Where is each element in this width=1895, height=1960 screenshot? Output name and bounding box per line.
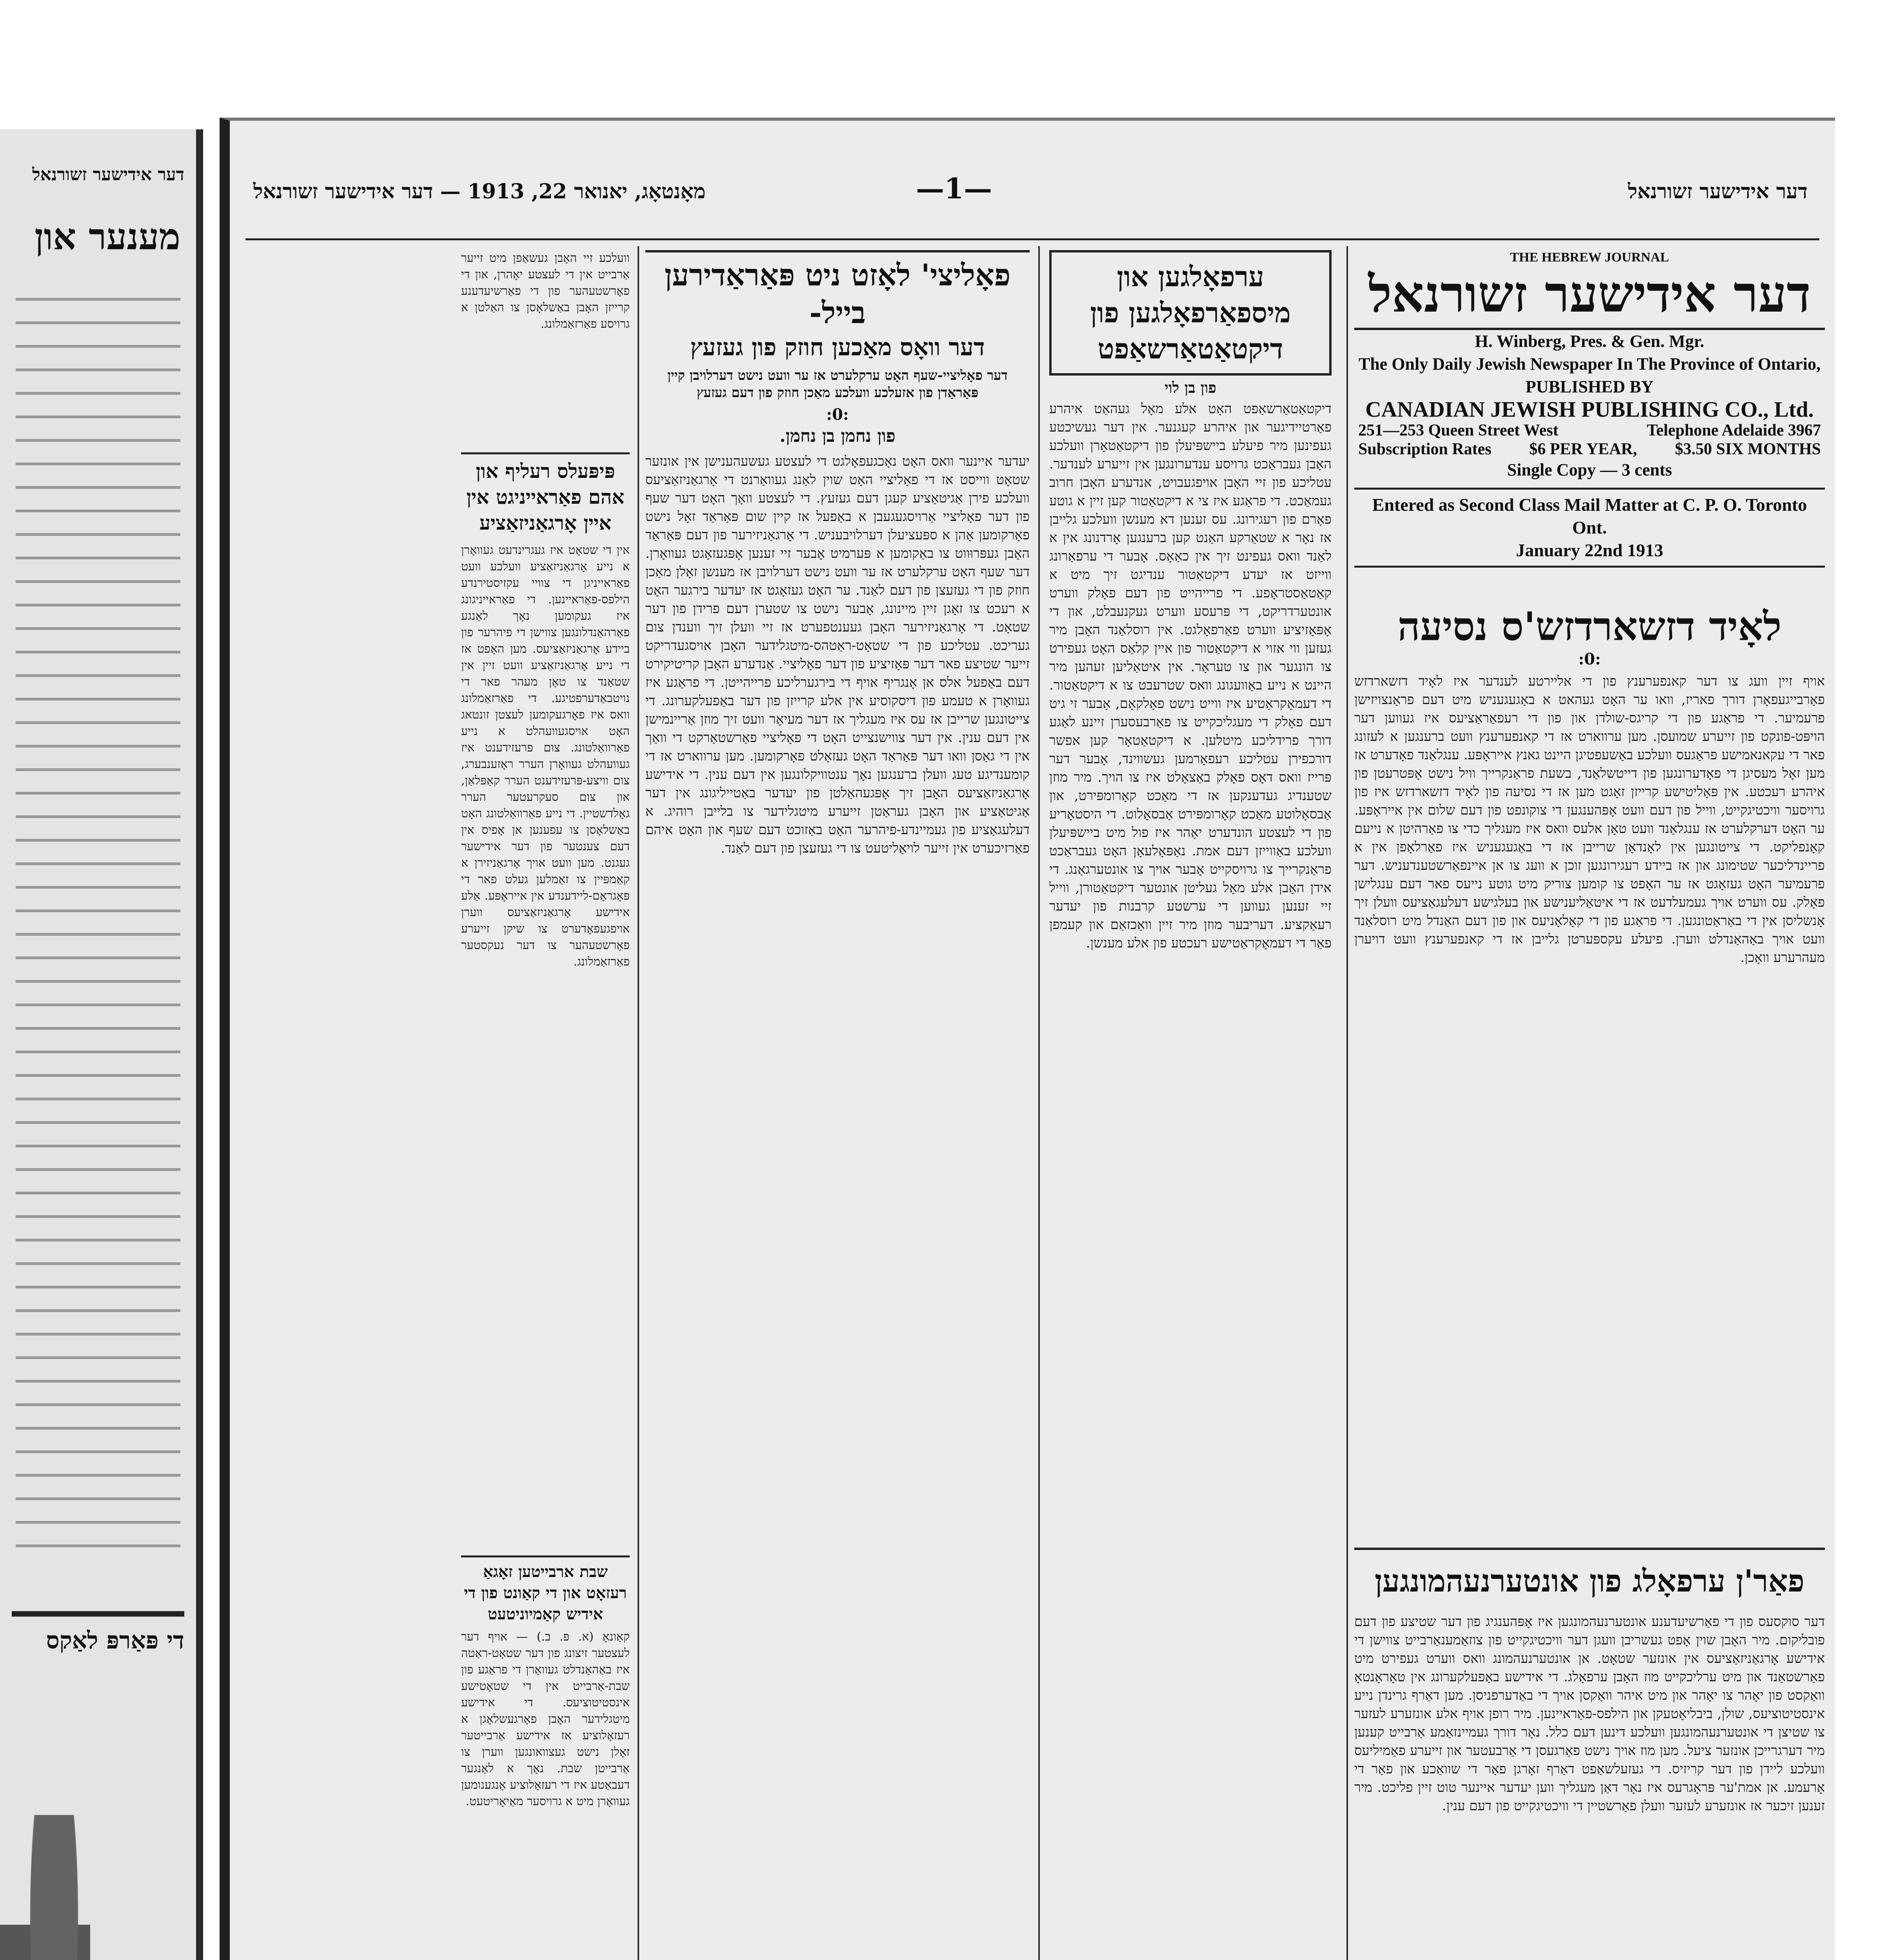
article-dictatorship — [1049, 250, 1332, 1960]
article-enterprises — [1354, 1548, 1825, 1960]
article-headline: פּיפּעלס רעליף און אהם פאַראייניגט אין איין אָרגאַניזאַציע — [461, 452, 630, 536]
column-rule — [1346, 246, 1348, 1960]
president-line: H. Winberg, Pres. & Gen. Mgr. — [1475, 332, 1704, 351]
adjacent-page-header: דער אידישער זשורנאל — [32, 165, 184, 185]
rates-year: $6 PER YEAR, — [1529, 440, 1637, 458]
adjacent-page-fragment — [0, 129, 203, 1960]
rates-six-months: $3.50 SIX MONTHS — [1675, 440, 1821, 458]
article-lloyd-george — [1354, 603, 1825, 1582]
folio-date-line: מאָנטאָג, יאנואר 22, 1913 — דער אידישער זשורנאל — [253, 180, 706, 203]
ornament-divider: :0: — [826, 405, 849, 424]
article-headline: ערפאָלגען און מיספאַרפאָלגען פון דיקטאַטאַרשאַפט — [1049, 250, 1332, 376]
article-continuation: וועלכע זיי האָבן געשאַפן מיט זייער אַרבייט אין די לעצטע יאָהרן, און די פאָרשטעהער פון די פאַרשיעדענע קרייזן האָבן באַשלאָסן צו האַלטן א גרויסע פאַרזאַמלונג. — [461, 251, 630, 331]
folio-paper-name: דער אידישער זשורנאל — [1628, 180, 1808, 203]
article-body: אין די שטאָט איז געגרינדעט געוואָרן א נייע אָרגאַניזאַציע וועלכע וועט פאַראייניגן די צוויי עקזיסטירנדע הילפס-פאַראיינען. די פאַראייניגונג איז געקומען נאָך לאַנגע פאַרהאַנדלונגען צווישן די פיהרער פון ביידע אָרגאַניזאַציעס. מען האָפט אז די נייע אָרגאַניזאַציע וועט זיין אין שטאַנד צו טאָן מעהר פאר די נויטבאַדערפטיגע. די פאַרזאַמלונג וואס איז פאָרגעקומען לעצטן זונטאג האָט אויסגעוועהלט א נייע פאַרוואַלטונג. צום פּרעזידענט איז געוועהלט געוואָרן הערר ראָזענבערג, צום וויצע-פּרעזידענט הערר קאַפּלאַן, און צום סעקרעטער הערר גאָלדשטיין. די נייע פאַרוואַלטונג האָט באַשלאָסן צו עפענען אן אָפיס אין דעם צענטער פון דער אידישער געגנט. מען וועט אויך אָרגאַניזירן א קאַמפּיין צו זאַמלען געלט פאר די פּאָגראָם-ליידענדע אין אייראָפּע. אַלע אידישע אָרגאַניזאַציעס ווערן אויפגעפאָדערט צו שיקן זייערע פאָרשטעהער צו דער נעקסטער פאַרזאַמלונג. — [461, 543, 630, 969]
published-by: PUBLISHED BY — [1525, 377, 1654, 396]
mail-entry-notice — [1354, 488, 1825, 568]
subscription-rates — [1354, 440, 1825, 459]
single-copy-price: Single Copy — 3 cents — [1507, 460, 1672, 479]
column-rule — [638, 246, 639, 1960]
street-address: 251—253 Queen Street West — [1358, 421, 1559, 439]
column-rule — [1038, 246, 1040, 1960]
masthead-english-name: THE HEBREW JOURNAL — [1510, 250, 1669, 265]
article-byline: פון נחמן בן נחמן. — [779, 426, 896, 446]
article-headline: לאָיד דזשארדזש'ס נסיעה — [1397, 603, 1782, 650]
article-body: קאַונאָ (א. פּ. ב.) — אויף דער לעצטער זיצונג פון דער שטאָט-ראַטה איז באַהאַנדלט געוואָרן די פראַגע פון שבת-אַרבייט אין די שטאָטישע אינסטיטוציעס. די אידישע מיטגלידער האָבן פאָרגעשלאָגן א רעזאָלוציע אז אידישע אַרבייטער זאָלן נישט געצוואונגען ווערן צו אַרבייטן שבת. נאָך א לאַנגער דעבאַטע איז די רעזאָלוציע אָנגענומען געוואָרן מיט א גרויסער מאַיאָריטעט. — [461, 1630, 630, 1808]
article-headline-second-line: דער וואָס מאַכען חוזק פון געזעץ — [690, 334, 985, 361]
article-subheadline: דער פאָליציי-שעף האָט ערקלערט אז ער וועט נישט דערלויבן קיין פּאַראַדן פון אזעלכע וועלכע מאַכן חוזק פון דעם געזעץ — [667, 368, 1008, 401]
page-number: —1— — [916, 172, 992, 205]
article-police — [645, 250, 1030, 1960]
masthead — [1354, 250, 1825, 568]
telephone: Telephone Adelaide 3967 — [1646, 421, 1821, 439]
publisher-info — [1354, 330, 1825, 421]
address-line — [1354, 421, 1825, 440]
company-name: CANADIAN JEWISH PUBLISHING CO., Ltd. — [1365, 397, 1814, 422]
article-body: דיקטאַטאַרשאַפט האָט אלע מאָל געהאַט איהרע פאַרטיידיגער און איהרע קעגנער. אין דער געשיכטע געפינען מיר פיעלע ביישפּיעלן פון דיקטאַטאָרן וועלכע האָבן געבראַכט גרויסע ענדערונגען אין זייערע לענדער. עטליכע פון זיי האָבן אויפגעבויט, אנדערע האָבן חרוב געמאַכט. די פראַגע איז צי א דיקטאַטור קען זיין א גוטע פאָרם פון רעגירונג. עס זענען דא מענשן וועלכע גלייבן אז נאָר א שטאַרקע האַנט קען ברענגען אָרדנונג אין א לאַנד וואס געפינט זיך אין כאַאָס. אָבער די ערפאַרונג ווייזט אז יעדע דיקטאַטור ענדיגט זיך מיט א קאַטאַסטראָפע. די פרייהייט פון דעם פאָלק ווערט אונטערדריקט, די פּרעסע ווערט געקנעבלט, און די אָפּאָזיציע ווערט פאַרפאָלגט. אין רוסלאַנד האָבן מיר געזען ווי אזוי א דיקטאַטור פון איין קלאַס האָט געפירט צו הונגער און צו טעראָר. אין איטאַליען זעהען מיר היינט א נייע באַוועגונג וואס שטרעבט צו א דיקטאַטור. די דעמאָקראַטיע איז ווייט נישט פאָלקאָם, אָבער זי גיט דעם פאָלק די מעגליכקייט צו פאַרבעסערן זיינע לאַגע דורך פרידליכע מיטלען. א דיקטאַטאָר קען אפשר דורכפירן עטליכע רעפאָרמען געשווינד, אָבער דער פּרייז וואס דאָס פאָלק באַצאָלט איז צו הויך. מיר מוזן שטענדיג געדענקען אז די מאַכט קאָרומפּירט, און אַבסאָלוטע מאַכט קאָרומפּירט אַבסאָלוט. די היסטאָריע פון די לעצטע הונדערט יאָהר איז פול מיט ביישפּיעלן וועלכע באַווייזן דעם אמת. נאַפּאָלעאָן האָט געבראַכט פראַנקרייך צו גרויסקייט אָבער אויך צו אונטערגאַנג. די אידן האָבן אלע מאָל געליטן אונטער דיקטאַטורן, ווייל זיי זענען געווען די ערשטע קרבנות פון יעדער רעאַקציע. דעריבער מוזן מיר זיין וואַכזאַם און קעמפן פאַר די דעמאָקראַטישע רעכטע פון אלע מענשן. — [1049, 401, 1332, 951]
nameplate: דער אידישער זשורנאל — [1354, 265, 1825, 330]
folio-rule — [245, 238, 1819, 240]
article-peoples-relief — [461, 250, 630, 1514]
rates-label: Subscription Rates — [1358, 440, 1492, 458]
ornament-divider: :0: — [1578, 650, 1601, 668]
adjacent-page-headline: מענער און — [35, 216, 180, 258]
adjacent-page-ad-text: די פּאַרפּ לאַקס — [46, 1627, 184, 1654]
article-byline: פון בן לוי — [1165, 379, 1216, 396]
article-body: דער סוקסעס פון די פאַרשיעדענע אונטערנעהמונגען איז אָפּהענגיג פון דער שטיצע פון דעם פובליקום. מיר האָבן שוין אָפט געשריבן וועגן דער וויכטיגקייט פון צוזאַמענאַרבייט צווישן די אידישע אָרגאַניזאַציעס אין אונזער שטאָט. אן אונטערנעהמונג וואס ווערט געפירט מיט פאַרשטאַנד און מיט ערליכקייט מוז האָבן ערפאָלג. די אידישע באַפעלקערונג אין טאָראָנטאָ וואַקסט פון יאָהר צו יאָהר און מיט איהר וואַקסן אויך די באַדערפניסן. מען דאַרף גרינדן נייע אינסטיטוציעס, שולן, ביבליאָטעקן און הילפס-פאַראיינען. מיר רופן אויף אלע אונזערע לעזער צו שטיצן די אונטערנעהמונגען וועלכע דינען דעם כלל. נאָר דורך געמיינזאַמע אַרבייט קענען מיר דערגרייכן אונזער ציעל. מען מוז אויך נישט פאַרגעסן די אַרבעטער און זייערע פאַמיליעס וועלכע ליידן פון דער קריזיס. די געזעלשאַפט דאַרף זאָרגן פאַר די שוואַכע און פאַר די אָרעמע. אן אמת'ער פּראָגרעס איז נאָר דאַן מעגליך ווען יעדער איינער טוט זיין פליכט. מיר זענען זיכער אז אונזערע לעזער וועלן פאַרשטיין די וויכטיגקייט פון דעם ענין. — [1354, 1614, 1825, 1814]
entered-line: Entered as Second Class Mail Matter at C. P. O. Toronto Ont. — [1372, 495, 1807, 537]
article-headline: שבת ארבייטען זאָגאַ רעזאָט און די קאַונט פון די אידיש קאַמיוניטעט — [461, 1555, 630, 1625]
article-body: יעדער איינער וואס האָט נאָכגעפאָלגט די לעצטע געשעהענישן אין אונזער שטאָט ווייסט אז די פאָליציי האָט שוין לאַנג געוואַרנט די אָרגאַניזאַציעס וועלכע פירן אַגיטאַציע קעגן דעם געזעץ. די לעצטע וואָך האָט דער שעף פון דער פאָליציי אַרויסגעגעבן א באַפעל אז קיין שום פּאַראַד זאָל נישט פאָרקומען אָהן א ספּעציעלן דערלויבעניש. די אָרגאַניזירער פון דעם פּאַראַד האָבן געפּרוּווט צו באַקומען א פּערמיט אָבער זיי זענען אָפּגעזאָגט געוואָרן. דער שעף האָט ערקלערט אז ער וועט נישט דערלויבן אז מענשן זאָלן מאַכן חוזק פון די געזעצן פון דעם לאַנד. ער האָט געזאָגט אז יעדער בירגער האָט א רעכט צו זאָגן זיין מיינונג, אָבער נישט צו שטערן דעם פרידן פון דער שטאָט. די אָרגאַניזירער האָבן געענטפערט אז זיי וועלן זיך ווענדן צום געריכט. עטליכע פון די שטאָט-ראַטהס-מיטגלידער האָבן אויסגעדריקט זייער שטיצע פאר דער פּאָזיציע פון דער פאָליציי. אַנדערע האָבן קריטיקירט דעם באַפעל אלס אן אָנגריף אויף די בירגערליכע פרייהייטן. די פראַגע איז געוואָרן א טעמע פון דיסקוסיע אין אלע קרייזן פון דער באַפעלקערונג. די צייטונגען שרייבן אז עס איז מעגליך אז דער מעיאָר וועט זיך מוזן אַריינמישן אין דעם ענין. אין דער צווישנצייט האָט די פאָליציי פאַרשטאַרקט די וואַך אין די גאַסן וואו דער פּאַראַד האָט געזאָלט פאָרקומען. מען ערווארט אז די קומענדיגע טעג וועלן ברענגען נאָך ענטוויקלונגען אין דעם ענין. די אידישע אָרגאַניזאַציעס האָבן זיך אָפּגעהאַלטן פון יעדער באַטייליגונג אין דער אַגיטאַציע און האָבן געראַטן זייערע מיטגלידער צו בלייבן רוהיג. א דעלעגאַציע פון געמיינדע-פיהרער האָט באַזוכט דעם שעף און האָט איהם פאַרזיכערט אין זייער לויאַליטעט צו די געזעצן פון דעם לאַנד. — [645, 454, 1030, 856]
article-headline: פאָליצי' לאָזט ניט פּאַראַדירען בייל- — [645, 250, 1030, 332]
article-sabbath-labor — [461, 1555, 630, 1960]
adjacent-page-text-block — [16, 298, 180, 1552]
article-body: אויף זיין וועג צו דער קאנפערענץ פון די אליירטע לענדער איז לאָיד דזשארדזש פאַרבייגעפאָרן דורך פאריז, וואו ער האָט געהאט א באַגעגעניש מיט דעם פראַנצויזישן פרעמיער. די פראַגע פון די קריגס-שולדן און פון די רעפאַראַציעס איז געווען דער הויפּט-פונקט פון זייערע שמועסן. מען ערווארט אז די קאנפערענץ וועט ברענגען א לעזונג פאר די עקאנאמישע פראַגעס וועלכע באַשעפטיגן היינט גאנץ אייראָפּע. ענגלאַנד פאָדערט אז מען זאָל מעסיגן די פאָדערונגען פון דייטשלאַנד, בשעת פראַנקרייך וויל נישט אָפּטרעטן פון איהרע רעכטע. אין פּאָליטישע קרייזן זאָגט מען אז די נסיעה פון לאָיד דזשארדזש איז פון גרויסער וויכטיגקייט, ווייל פון דעם וועט אָפּהענגען די צוקונפט פון דעם שלום אין אייראָפּע. ער האָט דערקלערט אז ענגלאַנד וועט טאָן אלעס וואס איז מעגליך כדי צו פאַרהיטן א נייעם קאָנפליקט. די צייטונגען אין לאָנדאָן שרייבן אז די באַגעגעניש איז פאַרלאָפן אין א פריינדליכער שטימונג און אז ביידע רעגירונגען זוכן א וועג צו אן איינפאַרשטענדעניש. דער פרעמיער האָט געזאָגט אז ער האָפט צו קומען צוריק מיט גוטע נייעס פאר דעם ענגלישן פאָלק. עס ווערט אויך געמעלדעט אז די איטאַליענישע און בעלגישע דעלעגאַציעס וועלן זיך אָנשליסן אין די באַראַטונגען. די פראַגע פון די קאָלאָניעס און פון דעם האַנדל מיט רוסלאַנד וועט אויך באַהאַנדלט ווערן. פיעלע עקספּערטן גלייבן אז די קאנפערענץ וועט דויערן מעהרערע וואָכן. — [1354, 673, 1825, 965]
issue-date: January 22nd 1913 — [1516, 540, 1663, 560]
tagline: The Only Daily Jewish Newspaper In The Province of Ontario, — [1358, 354, 1821, 374]
adjacent-page-illustration — [0, 1815, 90, 1960]
newspaper-page — [220, 118, 1835, 1960]
article-headline: פאַר'ן ערפאָלג פון אונטערנעהמונגען — [1374, 1563, 1805, 1599]
